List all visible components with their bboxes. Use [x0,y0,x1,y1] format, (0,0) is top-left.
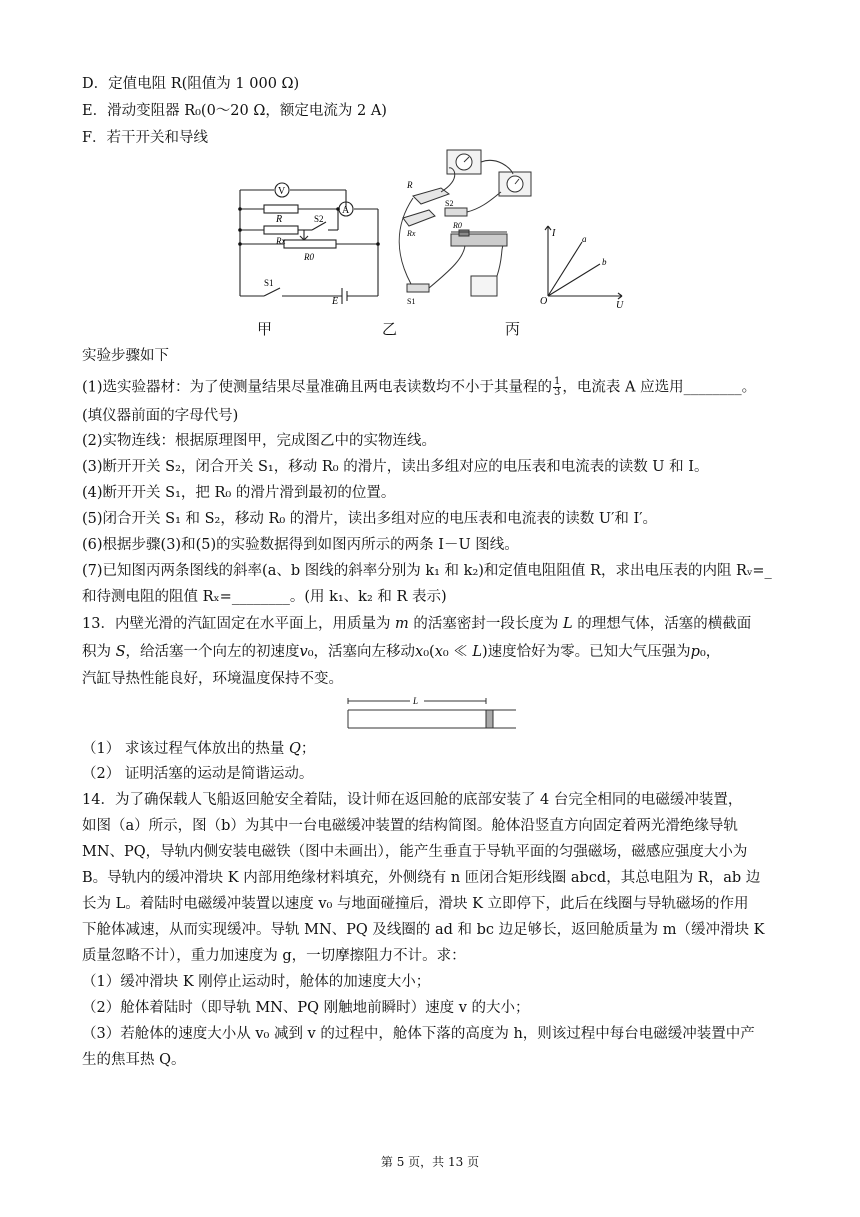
step-7b: 和待测电阻的阻值 Rₓ=________。(用 k₁、k₂ 和 R 表示) [82,589,447,605]
battery-e-label: E [332,296,339,306]
line-a-label: a [582,234,587,244]
option-e: E．滑动变阻器 R₀(0～20 Ω，额定电流为 2 A) [82,103,387,119]
switch-s1-label: S1 [264,278,274,288]
resistor-r-label: R [276,214,283,225]
rheostat-r0-label: R0 [304,252,314,262]
q13-line-1: 13．内壁光滑的汽缸固定在水平面上，用质量为 𝑚 的活塞密封一段长度为 𝐿 的理想气体，活塞的横截面 [82,616,752,632]
option-d: D．定值电阻 R(阻值为 1 000 Ω) [82,76,300,92]
option-f: F．若干开关和导线 [82,130,209,146]
yi-s1-label: S1 [407,297,416,306]
page-footer: 第 5 页，共 13 页 [380,1155,480,1169]
resistor-rx-label: Rx [276,236,286,246]
caption-yi: 乙 [382,320,398,338]
q14-line-1: 14．为了确保载人飞船返回舱安全着陆，设计师在返回舱的底部安装了 4 台完全相同的电磁缓冲装置， [82,792,743,808]
yi-s2-label: S2 [445,199,454,208]
q14-line-7: 质量忽略不计），重力加速度为 g，一切摩擦阻力不计。求： [82,948,466,964]
q14-line-4: B。导轨内的缓冲滑块 K 内部用绝缘材料填充，外侧绕有 n 匝闭合矩形线圈 abcd，其总电阻为 R，ab 边 [82,870,761,886]
q14-part-3-cont: 生的焦耳热 Q。 [82,1052,186,1068]
q14-part-2: （2）舱体着陆时（即导轨 MN、PQ 刚触地前瞬时）速度 v 的大小； [82,1000,530,1016]
step-4: (4)断开开关 S₁，把 R₀ 的滑片滑到最初的位置。 [82,485,396,501]
steps-intro: 实验步骤如下 [82,348,169,364]
iu-graph-bing [538,222,628,312]
axis-u-label: U [616,300,624,311]
caption-jia: 甲 [257,320,273,338]
q14-line-5: 长为 L。着陆时电磁缓冲装置以速度 v₀ 与地面碰撞后，滑块 K 立即停下，此后在线圈与导轨磁场的作用 [82,896,749,912]
yi-rx-label: Rx [407,229,416,238]
cylinder-diagram [340,690,520,732]
origin-label: O [540,296,548,307]
q14-line-2: 如图（a）所示，图（b）为其中一台电磁缓冲装置的结构简图。舱体沿竖直方向固定着两光滑绝缘导轨 [82,818,738,834]
step-7a: (7)已知图丙两条图线的斜率(a、b 图线的斜率分别为 k₁ 和 k₂)和定值电阻阻值 R，求出电压表的内阻 Rᵥ=_ [82,563,772,579]
ammeter-label: A [342,205,350,216]
line-b-label: b [602,257,607,267]
yi-r0-label: R0 [453,221,462,230]
q14-line-6: 下舱体减速，从而实现缓冲。导轨 MN、PQ 及线圈的 ad 和 bc 边足够长，返回舱质量为 m（缓冲滑块 K [82,922,765,938]
q13-line-3: 汽缸导热性能良好，环境温度保持不变。 [82,671,343,687]
q13-part-2: （2） 证明活塞的运动是简谐运动。 [82,766,314,782]
circuit-diagram-jia [234,178,386,306]
step-1: (1)选实验器材：为了使测量结果尽量准确且两电表读数均不小于其量程的 $\frac{1}{3}$ ，电流表 A 应选用________。 [82,376,757,398]
switch-s2-label: S2 [314,214,324,224]
step-3: (3)断开开关 S₂，闭合开关 S₁，移动 R₀ 的滑片，读出多组对应的电压表和电流表的读数 U 和 I。 [82,459,709,475]
axis-i-label: I [552,228,556,239]
q13-line-2: 积为 𝑆，给活塞一个向左的初速度𝑣₀，活塞向左移动𝑥₀(𝑥₀ ≪ 𝐿)速度恰好为零。已知大气压强为𝑝₀， [82,644,721,660]
apparatus-photo-yi [393,148,538,308]
q13-part-1: （1） 求该过程气体放出的热量 𝑄； [82,741,316,757]
voltmeter-label: V [278,186,286,197]
q14-part-3: （3）若舱体的速度大小从 v₀ 减到 v 的过程中，舱体下落的高度为 h，则该过程中每台电磁缓冲装置中产 [82,1026,755,1042]
step-2: (2)实物连线：根据原理图甲，完成图乙中的实物连线。 [82,433,437,449]
length-l-label: L [413,696,419,706]
q14-line-3: MN、PQ，导轨内侧安装电磁铁（图中未画出），能产生垂直于导轨平面的匀强磁场，磁感应强度大小为 [82,844,748,860]
step-6: (6)根据步骤(3)和(5)的实验数据得到如图丙所示的两条 I－U 图线。 [82,537,519,553]
step-1-note: (填仪器前面的字母代号) [82,408,239,424]
step-5: (5)闭合开关 S₁ 和 S₂，移动 R₀ 的滑片，读出多组对应的电压表和电流表的读数 U′和 I′。 [82,511,658,527]
q14-part-1: （1）缓冲滑块 K 刚停止运动时，舱体的加速度大小； [82,974,431,990]
caption-bing: 丙 [505,320,521,338]
yi-r-label: R [407,180,413,190]
